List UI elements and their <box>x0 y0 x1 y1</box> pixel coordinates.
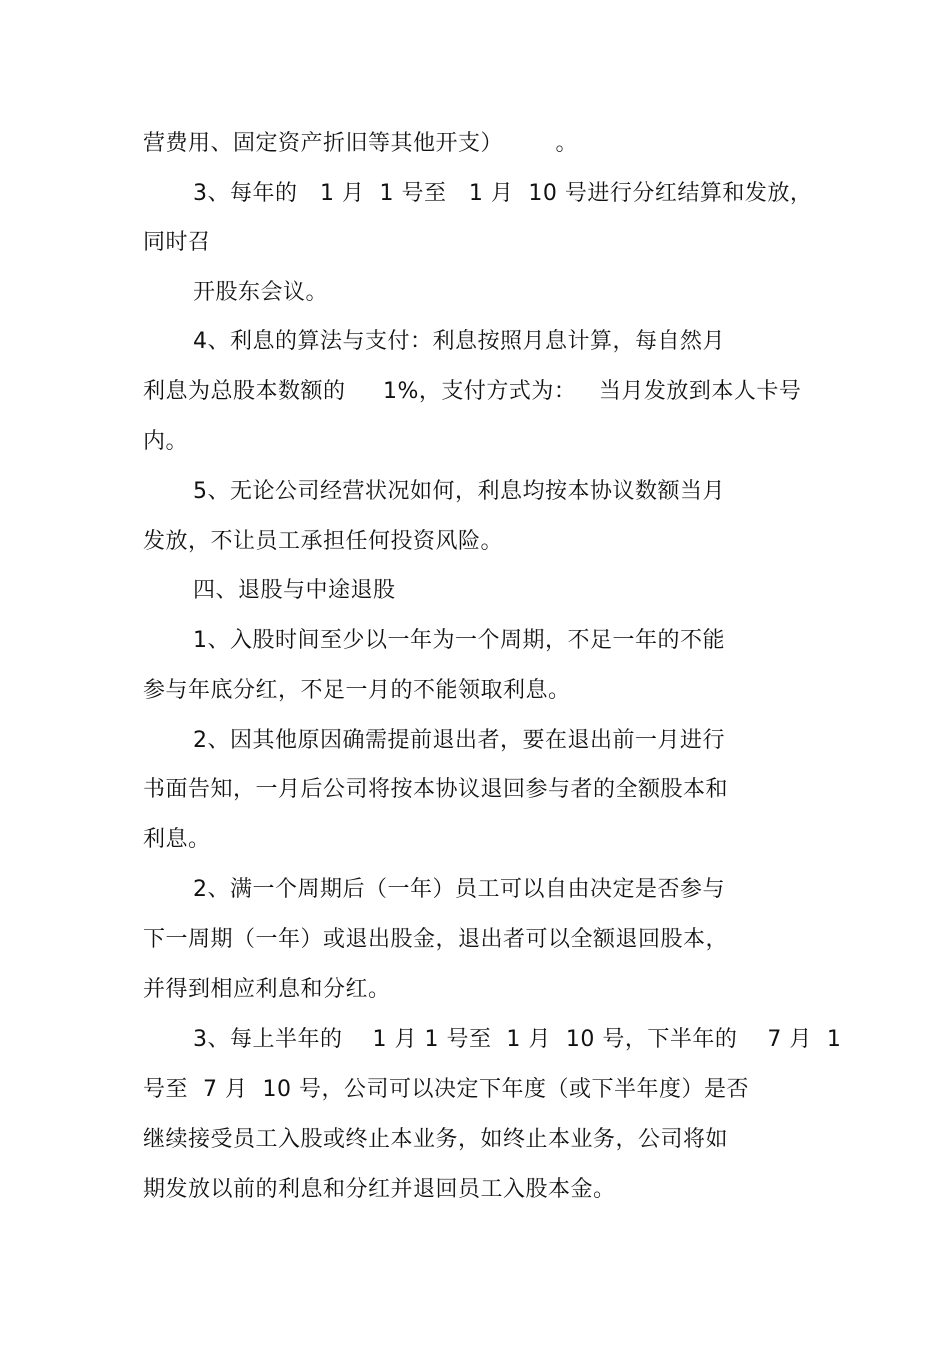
text-line: 开股东会议。 <box>193 280 329 305</box>
text-line: 同时召 <box>143 230 211 255</box>
text-line: 4、利息的算法与支付：利息按照月息计算，每自然月 <box>193 329 725 354</box>
text-line: 参与年底分红，不足一月的不能领取利息。 <box>143 678 571 703</box>
text-line: 并得到相应利息和分红。 <box>143 977 391 1002</box>
text-line: 2、因其他原因确需提前退出者，要在退出前一月进行 <box>193 728 725 753</box>
text-line: 利息。 <box>143 827 211 852</box>
text-line: 利息为总股本数额的 1%，支付方式为： 当月发放到本人卡号 <box>143 379 802 404</box>
text-line: 2、满一个周期后（一年）员工可以自由决定是否参与 <box>193 877 725 902</box>
text-line: 下一周期（一年）或退出股金，退出者可以全额退回股本， <box>143 927 729 952</box>
text-line: 号至 7 月 10 号，公司可以决定下年度（或下半年度）是否 <box>143 1077 749 1102</box>
text-line: 3、每年的 1 月 1 号至 1 月 10 号进行分红结算和发放， <box>193 181 813 206</box>
text-line: 书面告知，一月后公司将按本协议退回参与者的全额股本和 <box>143 777 729 802</box>
text-line: 营费用、固定资产折旧等其他开支） 。 <box>143 131 578 156</box>
section-heading: 四、退股与中途退股 <box>193 578 396 603</box>
text-line: 期发放以前的利息和分红并退回员工入股本金。 <box>143 1177 616 1202</box>
text-line: 1、入股时间至少以一年为一个周期，不足一年的不能 <box>193 628 725 653</box>
text-line: 继续接受员工入股或终止本业务，如终止本业务，公司将如 <box>143 1127 729 1152</box>
text-line: 发放，不让员工承担任何投资风险。 <box>143 529 504 554</box>
text-line: 内。 <box>143 429 189 454</box>
text-line: 3、每上半年的 1 月 1 号至 1 月 10 号，下半年的 7 月 1 <box>193 1027 842 1052</box>
text-line: 5、无论公司经营状况如何，利息均按本协议数额当月 <box>193 479 725 504</box>
